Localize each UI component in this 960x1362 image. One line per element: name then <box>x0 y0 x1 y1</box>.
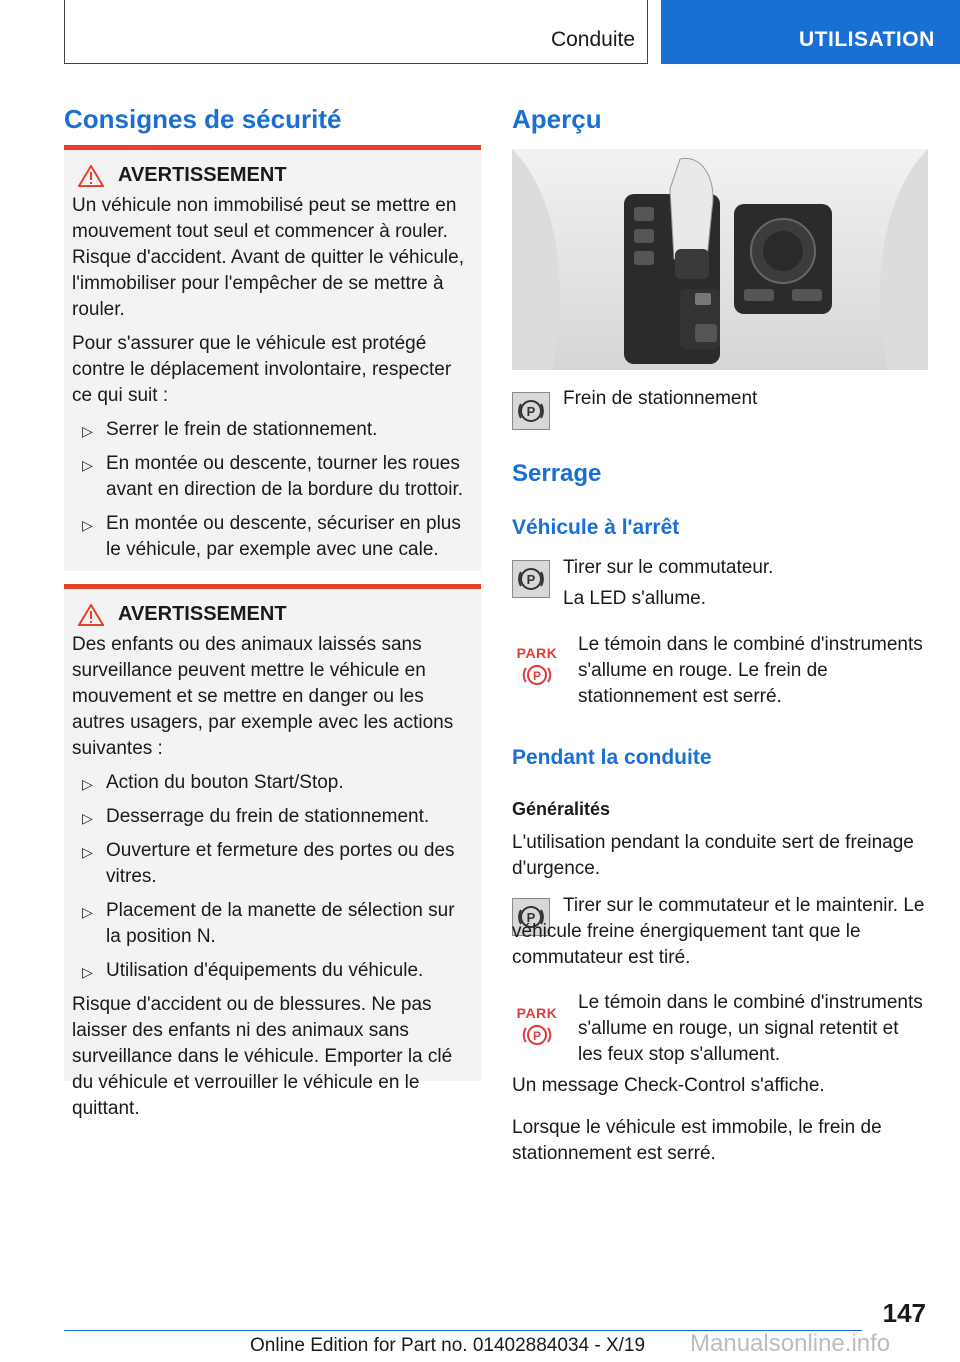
check-control-text: Un message Check-Control s'affiche. <box>512 1075 825 1096</box>
list-item: ▷ Utilisation d'équipements du véhicule. <box>72 958 473 984</box>
generalites-text: L'utilisation pendant la conduite sert de freinage d'urgence. <box>512 832 914 879</box>
warning1-list <box>72 417 473 563</box>
warning2-text-1: Des enfants ou des animaux laissés sans surveillance peuvent mettre le véhicule en mouvement et se mettre en danger ou les autres usagers, par exemple avec les actions suivantes : <box>72 634 454 759</box>
svg-text:P: P <box>532 1029 542 1043</box>
warning1-text-2: Pour s'assurer que le véhicule est protégé contre le déplacement involontaire, respecter ce qui suit : <box>72 333 452 406</box>
page-title-right: Aperçu <box>512 104 602 134</box>
list-item: ▷ Action du bouton Start/Stop. <box>72 770 473 796</box>
page-number: 147 <box>882 1298 926 1328</box>
warning-label-2: AVERTISSEMENT <box>118 603 287 625</box>
warning-box-2 <box>64 584 481 1119</box>
svg-text:P: P <box>526 910 536 925</box>
bullet-triangle-icon: ▷ <box>82 844 93 860</box>
list-item: ▷ Serrer le frein de stationnement. <box>72 417 473 443</box>
warning-box-1 <box>64 145 481 571</box>
warning1-text-1: Un véhicule non immobilisé peut se mettre en mouvement tout seul et commencer à rouler. Risque d'accident. Avant de quitter le véhicule, l'immobiliser pour l'empêcher de se mettre à rouler. <box>72 195 464 320</box>
conduite-park-text: Le témoin dans le combiné d'instruments s'allume en rouge, un signal retentit et les feux stop s'allument. <box>578 992 923 1065</box>
list-item: ▷ En montée ou descente, tourner les roues avant en direction de la bordure du trottoir. <box>82 453 464 500</box>
list-item: ▷ Placement de la manette de sélection sur la position N. <box>82 900 455 947</box>
conduite-step: Tirer sur le commutateur et le maintenir. Le véhicule freine énergiquement tant que le commutateur est tiré. <box>512 895 925 968</box>
svg-text:P: P <box>526 572 536 587</box>
bullet-triangle-icon: ▷ <box>82 423 93 439</box>
subsection-conduite: Pendant la conduite <box>512 746 712 769</box>
park-indicator-icon: PARK P <box>516 1005 558 1043</box>
center-console-image <box>512 149 928 370</box>
subsection-arret: Véhicule à l'arrêt <box>512 516 680 539</box>
footer-edition: Online Edition for Part no. 01402884034 - X/19 <box>250 1335 646 1356</box>
parking-brake-switch-icon <box>512 560 550 598</box>
arret-step-2: La LED s'allume. <box>563 588 707 609</box>
arret-step-1: Tirer sur le commutateur. <box>563 557 774 578</box>
warning-label-1: AVERTISSEMENT <box>118 164 287 186</box>
header-chapter-box <box>64 0 648 64</box>
warning2-text-2: Risque d'accident ou de blessures. Ne pas laisser des enfants ni des animaux sans surveillance dans le véhicule. Emporter la clé du véhicule et verrouiller le véhicule en le quittant. <box>72 994 453 1119</box>
bullet-triangle-icon: ▷ <box>82 457 93 473</box>
warning-heading-2 <box>78 603 473 626</box>
arret-park-text: Le témoin dans le combiné d'instruments s'allume en rouge. Le frein de stationnement est serré. <box>578 634 923 707</box>
bullet-triangle-icon: ▷ <box>82 964 93 980</box>
warning-heading-1 <box>78 164 473 187</box>
heading-generalites: Généralités <box>512 799 611 819</box>
list-item: ▷ En montée ou descente, sécuriser en plus le véhicule, par exemple avec une cale. <box>82 513 461 560</box>
svg-text:P: P <box>532 669 542 683</box>
svg-text:P: P <box>526 404 536 419</box>
immobile-text: Lorsque le véhicule est immobile, le frein de stationnement est serré. <box>512 1117 882 1164</box>
parking-brake-switch-icon <box>512 392 550 430</box>
list-item: ▷ Ouverture et fermeture des portes ou des vitres. <box>82 840 455 887</box>
park-indicator-icon: PARK P <box>516 645 558 683</box>
footer-watermark: Manualsonline.info <box>690 1330 891 1357</box>
page-title-left: Consignes de sécurité <box>64 104 342 134</box>
header-section-box <box>661 0 960 64</box>
header-chapter: Conduite <box>550 28 635 51</box>
photo-caption: Frein de stationnement <box>563 388 758 409</box>
bullet-triangle-icon: ▷ <box>82 810 93 826</box>
header-section: UTILISATION <box>799 28 935 51</box>
warning-triangle-icon <box>78 604 104 626</box>
bullet-triangle-icon: ▷ <box>82 904 93 920</box>
section-serrage: Serrage <box>512 460 602 487</box>
bullet-triangle-icon: ▷ <box>82 517 93 533</box>
list-item: ▷ Desserrage du frein de stationnement. <box>72 804 473 830</box>
bullet-triangle-icon: ▷ <box>82 776 93 792</box>
warning2-list <box>72 770 473 984</box>
console-photo <box>512 149 928 370</box>
warning-triangle-icon <box>78 165 104 187</box>
